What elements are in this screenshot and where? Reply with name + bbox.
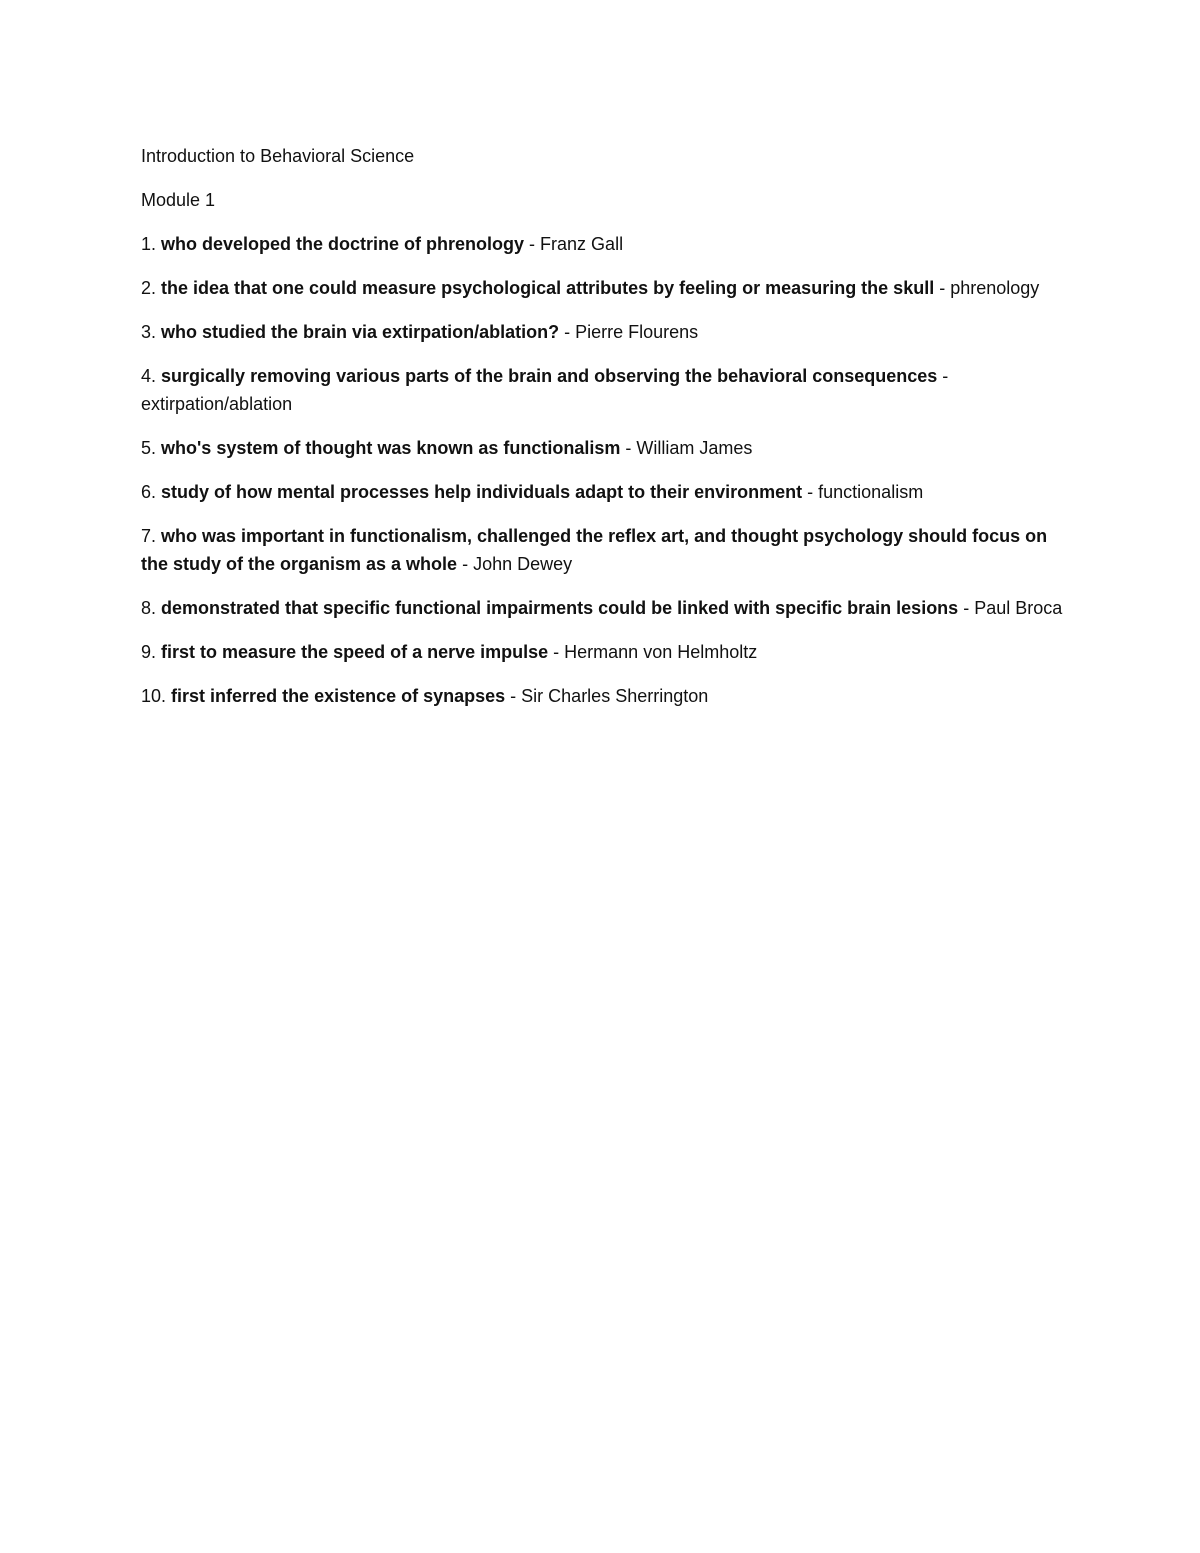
item-answer: Pierre Flourens [575,322,699,342]
item-question: who's system of thought was known as functionalism [161,438,621,458]
item-question: who studied the brain via extirpation/ablation? [161,322,560,342]
document-title: Introduction to Behavioral Science [141,146,415,166]
item-answer: William James [636,438,753,458]
item-question: first inferred the existence of synapses [171,686,506,706]
qa-item-2: 2. the idea that one could measure psychological attributes by feeling or measuring the skull - phrenology [141,278,1040,298]
qa-item-10: 10. first inferred the existence of synapses - Sir Charles Sherrington [141,686,709,706]
item-question: first to measure the speed of a nerve impulse [161,642,549,662]
item-answer: functionalism [818,482,924,502]
item-answer: Hermann von Helmholtz [564,642,758,662]
item-answer: Sir Charles Sherrington [521,686,709,706]
qa-item-7: 7. who was important in functionalism, challenged the reflex art, and thought psychology should focus on the study of the organism as a whole - John Dewey [141,526,1048,574]
item-number: 5 [141,438,152,458]
item-question: surgically removing various parts of the brain and observing the behavioral consequences [161,366,938,386]
item-number: 3 [141,322,152,342]
qa-item-8: 8. demonstrated that specific functional impairments could be linked with specific brain lesions - Paul Broca [141,598,1063,618]
module-label: Module 1 [141,190,216,210]
item-number: 1 [141,234,152,254]
item-question: the idea that one could measure psychological attributes by feeling or measuring the skull [161,278,935,298]
item-number: 9 [141,642,152,662]
item-answer: Franz Gall [540,234,624,254]
qa-item-9: 9. first to measure the speed of a nerve impulse - Hermann von Helmholtz [141,642,758,662]
item-answer: Paul Broca [974,598,1063,618]
item-answer: extirpation/ablation [141,394,293,414]
item-question: who was important in functionalism, challenged the reflex art, and thought psychology should focus on the study of the organism as a whole [141,526,1048,574]
item-number: 6 [141,482,152,502]
item-answer: John Dewey [473,554,573,574]
item-question: demonstrated that specific functional impairments could be linked with specific brain lesions [161,598,959,618]
qa-item-3: 3. who studied the brain via extirpation/ablation? - Pierre Flourens [141,322,699,342]
item-number: 2 [141,278,152,298]
item-answer: phrenology [950,278,1040,298]
item-number: 8 [141,598,152,618]
item-question: who developed the doctrine of phrenology [161,234,525,254]
item-question: study of how mental processes help individuals adapt to their environment [161,482,803,502]
document-content [141,142,1071,726]
qa-item-4: 4. surgically removing various parts of the brain and observing the behavioral consequences - extirpation/ablation [141,366,949,414]
qa-item-5: 5. who's system of thought was known as functionalism - William James [141,438,753,458]
item-number: 7 [141,526,152,546]
qa-item-6: 6. study of how mental processes help individuals adapt to their environment - functionalism [141,482,924,502]
item-number: 4 [141,366,152,386]
qa-item-1: 1. who developed the doctrine of phrenology - Franz Gall [141,234,624,254]
item-number: 10 [141,686,162,706]
